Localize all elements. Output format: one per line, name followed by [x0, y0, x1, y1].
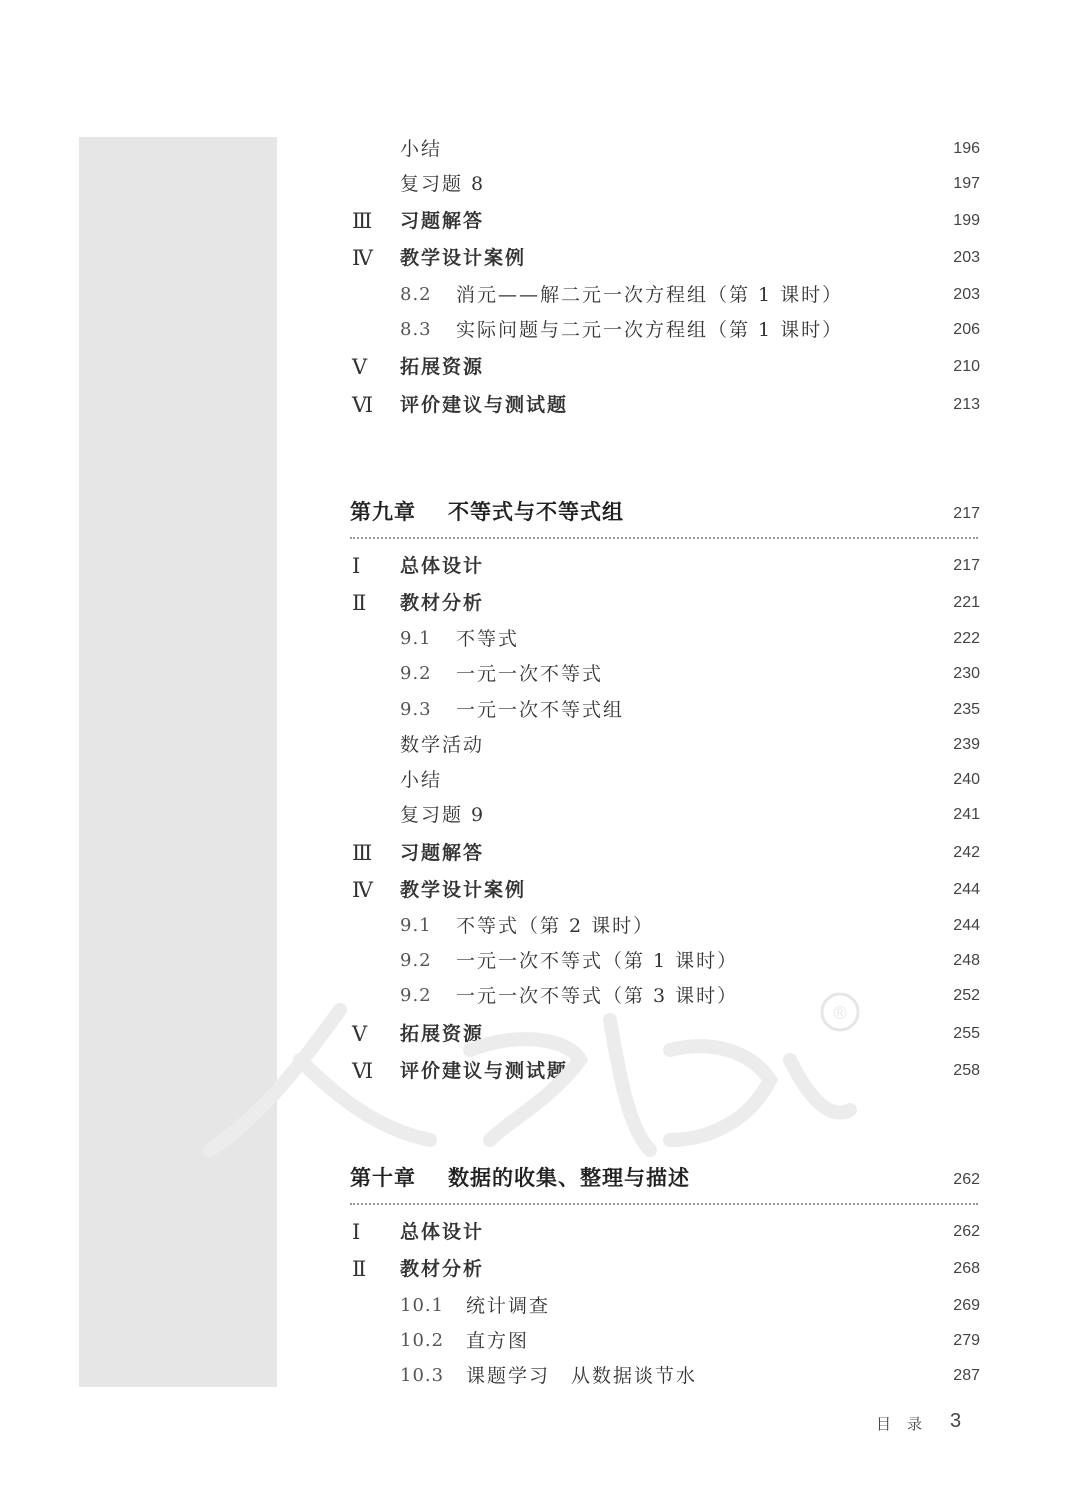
entry-title: 评价建议与测试题 — [400, 1060, 569, 1082]
entry-number: 9.2 — [400, 985, 432, 1006]
entry-title: 小结 — [400, 138, 443, 160]
toc-entry[interactable] — [0, 206, 1080, 236]
toc-entry[interactable] — [0, 1019, 1080, 1049]
toc-entry[interactable] — [0, 1056, 1080, 1086]
entry-title: 一元一次不等式组 — [456, 699, 625, 721]
entry-number: 8.3 — [400, 319, 432, 340]
entry-page: 244 — [953, 917, 980, 934]
entry-title: 拓展资源 — [400, 356, 485, 378]
toc-entry[interactable] — [0, 588, 1080, 618]
entry-page: 199 — [953, 212, 980, 229]
toc-entry[interactable] — [0, 981, 1080, 1011]
toc-entry[interactable] — [0, 659, 1080, 689]
entry-page: 235 — [953, 701, 980, 718]
entry-number: 9.1 — [400, 628, 432, 649]
entry-page: 252 — [953, 987, 980, 1004]
entry-title: 一元一次不等式 — [456, 663, 604, 685]
chapter-heading[interactable] — [0, 1160, 1080, 1196]
section-numeral: Ⅰ — [352, 554, 361, 578]
entry-title: 一元一次不等式（第 3 课时） — [456, 985, 739, 1007]
chapter-title: 数据的收集、整理与描述 — [448, 1165, 690, 1190]
toc-entry[interactable] — [0, 551, 1080, 581]
footer-label: 目录 — [876, 1415, 939, 1433]
entry-page: 203 — [953, 249, 980, 266]
toc-entry[interactable] — [0, 800, 1080, 830]
entry-title: 小结 — [400, 769, 443, 791]
dotted-divider — [350, 1203, 978, 1205]
entry-title: 习题解答 — [400, 842, 485, 864]
chapter-page: 262 — [953, 1171, 980, 1188]
entry-title: 总体设计 — [400, 555, 485, 577]
toc-entry[interactable] — [0, 315, 1080, 345]
toc-entry[interactable] — [0, 695, 1080, 725]
entry-page: 242 — [953, 844, 980, 861]
toc-entry[interactable] — [0, 875, 1080, 905]
entry-page: 213 — [953, 396, 980, 413]
entry-page: 239 — [953, 736, 980, 753]
toc-entry[interactable] — [0, 765, 1080, 795]
entry-title: 直方图 — [466, 1330, 530, 1352]
entry-title: 统计调查 — [466, 1295, 551, 1317]
section-numeral: Ⅲ — [352, 209, 373, 233]
entry-title: 教材分析 — [400, 1258, 485, 1280]
toc-entry[interactable] — [0, 134, 1080, 164]
toc-entry[interactable] — [0, 730, 1080, 760]
toc-entry[interactable] — [0, 1361, 1080, 1391]
entry-title: 数学活动 — [400, 734, 485, 756]
entry-page: 269 — [953, 1297, 980, 1314]
entry-title: 复习题 9 — [400, 804, 486, 826]
entry-page: 258 — [953, 1062, 980, 1079]
entry-title: 教材分析 — [400, 592, 485, 614]
chapter-page: 217 — [953, 505, 980, 522]
section-numeral: Ⅱ — [352, 1257, 367, 1281]
entry-page: 255 — [953, 1025, 980, 1042]
chapter-label: 第九章 — [350, 499, 416, 524]
entry-page: 268 — [953, 1260, 980, 1277]
toc-entry[interactable] — [0, 911, 1080, 941]
entry-number: 9.3 — [400, 699, 432, 720]
entry-page: 206 — [953, 321, 980, 338]
entry-page: 244 — [953, 881, 980, 898]
entry-page: 248 — [953, 952, 980, 969]
toc-entry[interactable] — [0, 1291, 1080, 1321]
entry-page: 287 — [953, 1367, 980, 1384]
toc-entry[interactable] — [0, 1217, 1080, 1247]
entry-title: 课题学习 从数据谈节水 — [466, 1365, 698, 1387]
entry-number: 10.3 — [400, 1365, 445, 1386]
entry-title: 复习题 8 — [400, 173, 486, 195]
entry-number: 10.2 — [400, 1330, 445, 1351]
entry-title: 习题解答 — [400, 210, 485, 232]
section-numeral: Ⅴ — [352, 1022, 368, 1046]
section-numeral: Ⅳ — [352, 246, 373, 270]
dotted-divider — [350, 537, 978, 539]
entry-title: 总体设计 — [400, 1221, 485, 1243]
toc-entry[interactable] — [0, 169, 1080, 199]
section-numeral: Ⅱ — [352, 591, 367, 615]
toc-entry[interactable] — [0, 352, 1080, 382]
section-numeral: Ⅳ — [352, 878, 373, 902]
toc-entry[interactable] — [0, 946, 1080, 976]
entry-title: 一元一次不等式（第 1 课时） — [456, 950, 739, 972]
entry-page: 196 — [953, 140, 980, 157]
section-numeral: Ⅰ — [352, 1220, 361, 1244]
chapter-title: 不等式与不等式组 — [448, 499, 624, 524]
entry-page: 203 — [953, 286, 980, 303]
section-numeral: Ⅵ — [352, 1059, 374, 1083]
chapter-label: 第十章 — [350, 1165, 416, 1190]
toc-entry[interactable] — [0, 838, 1080, 868]
footer-page-number: 3 — [950, 1410, 962, 1432]
entry-title: 教学设计案例 — [400, 247, 527, 269]
entry-page: 240 — [953, 771, 980, 788]
section-numeral: Ⅵ — [352, 393, 374, 417]
chapter-heading[interactable] — [0, 494, 1080, 530]
entry-page: 197 — [953, 175, 980, 192]
section-numeral: Ⅲ — [352, 841, 373, 865]
entry-page: 210 — [953, 358, 980, 375]
entry-page: 222 — [953, 630, 980, 647]
registered-mark: ® — [833, 1003, 847, 1023]
entry-page: 217 — [953, 557, 980, 574]
entry-number: 8.2 — [400, 284, 432, 305]
entry-title: 拓展资源 — [400, 1023, 485, 1045]
entry-title: 实际问题与二元一次方程组（第 1 课时） — [456, 319, 844, 341]
toc-entry[interactable] — [0, 1254, 1080, 1284]
entry-number: 9.2 — [400, 663, 432, 684]
entry-title: 评价建议与测试题 — [400, 394, 569, 416]
entry-number: 9.2 — [400, 950, 432, 971]
entry-page: 230 — [953, 665, 980, 682]
entry-page: 221 — [953, 594, 980, 611]
entry-page: 279 — [953, 1332, 980, 1349]
entry-number: 9.1 — [400, 915, 432, 936]
entry-title: 不等式 — [456, 628, 520, 650]
entry-title: 教学设计案例 — [400, 879, 527, 901]
entry-title: 不等式（第 2 课时） — [456, 915, 655, 937]
toc-entry[interactable] — [0, 624, 1080, 654]
section-numeral: Ⅴ — [352, 355, 368, 379]
toc-entry[interactable] — [0, 243, 1080, 273]
toc-entry[interactable] — [0, 390, 1080, 420]
entry-number: 10.1 — [400, 1295, 445, 1316]
entry-page: 262 — [953, 1223, 980, 1240]
entry-page: 241 — [953, 806, 980, 823]
entry-title: 消元——解二元一次方程组（第 1 课时） — [456, 284, 844, 306]
toc-entry[interactable] — [0, 280, 1080, 310]
toc-entry[interactable] — [0, 1326, 1080, 1356]
